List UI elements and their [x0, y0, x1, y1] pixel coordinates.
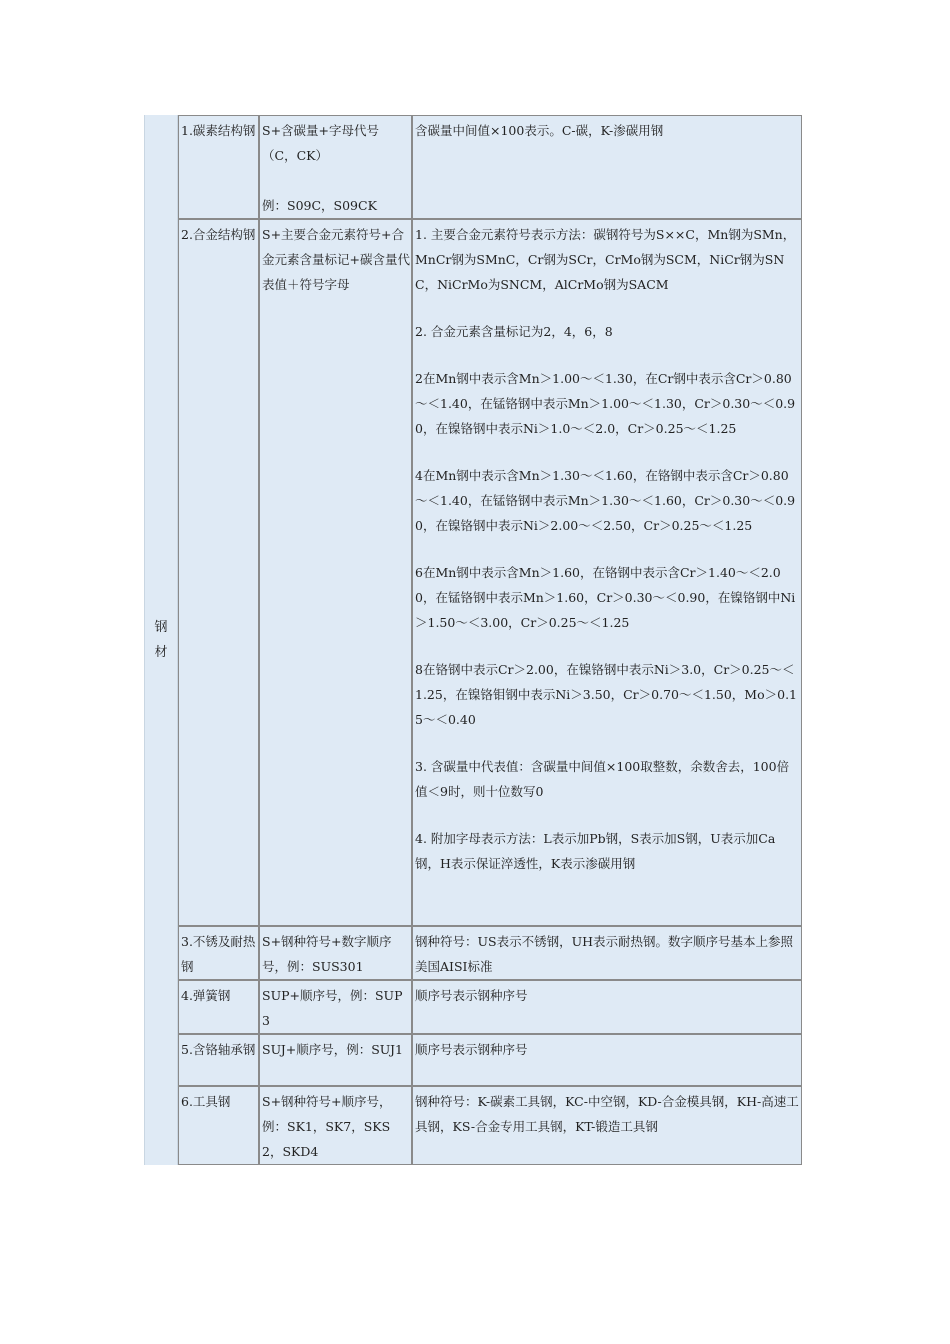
- description-cell: 顺序号表示钢种序号: [412, 1034, 802, 1086]
- table-row: [144, 1086, 802, 1165]
- description-cell: 钢种符号：K-碳素工具钢，KC-中空钢，KD-合金模具钢，KH-高速工具钢，KS-合金专用工具钢，KT-锻造工具钢: [412, 1086, 802, 1165]
- designation-cell: SUP+顺序号，例：SUP3: [259, 980, 412, 1034]
- designation-cell: SUJ+顺序号，例：SUJ1: [259, 1034, 412, 1086]
- description-cell: 钢种符号：US表示不锈钢，UH表示耐热钢。数字顺序号基本上参照美国AISI标准: [412, 926, 802, 980]
- designation-cell: S+主要合金元素符号+合金元素含量标记+碳含量代表值＋符号字母: [259, 219, 412, 926]
- description-cell: 顺序号表示钢种序号: [412, 980, 802, 1034]
- category-cell: [144, 115, 178, 1165]
- steel-type-cell: 1.碳素结构钢: [178, 115, 259, 219]
- description-cell: 1. 主要合金元素符号表示方法：碳钢符号为S××C，Mn钢为SMn，MnCr钢为SMnC，Cr钢为SCr，CrMo钢为SCM，NiCr钢为SNC，NiCrMo为SNCM，AlCrMo钢为SACM 2. 合金元素含量标记为2，4，6，8 2在Mn钢中表示含Mn＞1.00～＜1.30，在Cr钢中表示含Cr＞0.80～＜1.40，在锰铬钢中表示Mn＞1.00～＜1.30，Cr＞0.30～＜0.90，在镍铬钢中表示Ni＞1.0～＜2.0，Cr＞0.25～＜1.25 4在Mn钢中表示含Mn＞1.30～＜1.60，在铬钢中表示含Cr＞0.80～＜1.40，在锰铬钢中表示Mn＞1.30～＜1.60，Cr＞0.30～＜0.90，在镍铬钢中表示Ni＞2.00～＜2.50，Cr＞0.25～＜1.25 6在Mn钢中表示含Mn＞1.60，在铬钢中表示含Cr＞1.40～＜2.00，在锰铬钢中表示Mn＞1.60，Cr＞0.30～＜0.90，在镍铬钢中Ni＞1.50～＜3.00，Cr＞0.25～＜1.25 8在铬钢中表示Cr＞2.00，在镍铬钢中表示Ni＞3.0，Cr＞0.25～＜1.25，在镍铬钼钢中表示Ni＞3.50，Cr＞0.70～＜1.50，Mo＞0.15～＜0.40 3. 含碳量中代表值：含碳量中间值×100取整数，余数舍去，100倍值＜9时，则十位数写0 4. 附加字母表示方法：L表示加Pb钢，S表示加S钢，U表示加Ca钢，H表示保证淬透性，K表示渗碳用钢: [412, 219, 802, 926]
- steel-type-cell: 4.弹簧钢: [178, 980, 259, 1034]
- designation-cell: S+钢种符号+顺序号，例：SK1，SK7，SKS2，SKD4: [259, 1086, 412, 1165]
- designation-cell: S+含碳量+字母代号（C，CK） 例：S09C，S09CK: [259, 115, 412, 219]
- steel-type-cell: 6.工具钢: [178, 1086, 259, 1165]
- steel-type-cell: 2.合金结构钢: [178, 219, 259, 926]
- steel-designation-table: [144, 115, 802, 1165]
- table-row: [144, 980, 802, 1034]
- table-row: [144, 926, 802, 980]
- steel-type-cell: 3.不锈及耐热钢: [178, 926, 259, 980]
- category-label: 钢材: [154, 620, 168, 660]
- table-row: [144, 1034, 802, 1086]
- designation-cell: S+钢种符号+数字顺序号，例：SUS301: [259, 926, 412, 980]
- description-cell: 含碳量中间值×100表示。C-碳，K-渗碳用钢: [412, 115, 802, 219]
- table-row: [144, 115, 802, 219]
- example-text: 例：S09C，S09CK: [262, 198, 377, 213]
- steel-type-cell: 5.含铬轴承钢: [178, 1034, 259, 1086]
- table-row: [144, 219, 802, 926]
